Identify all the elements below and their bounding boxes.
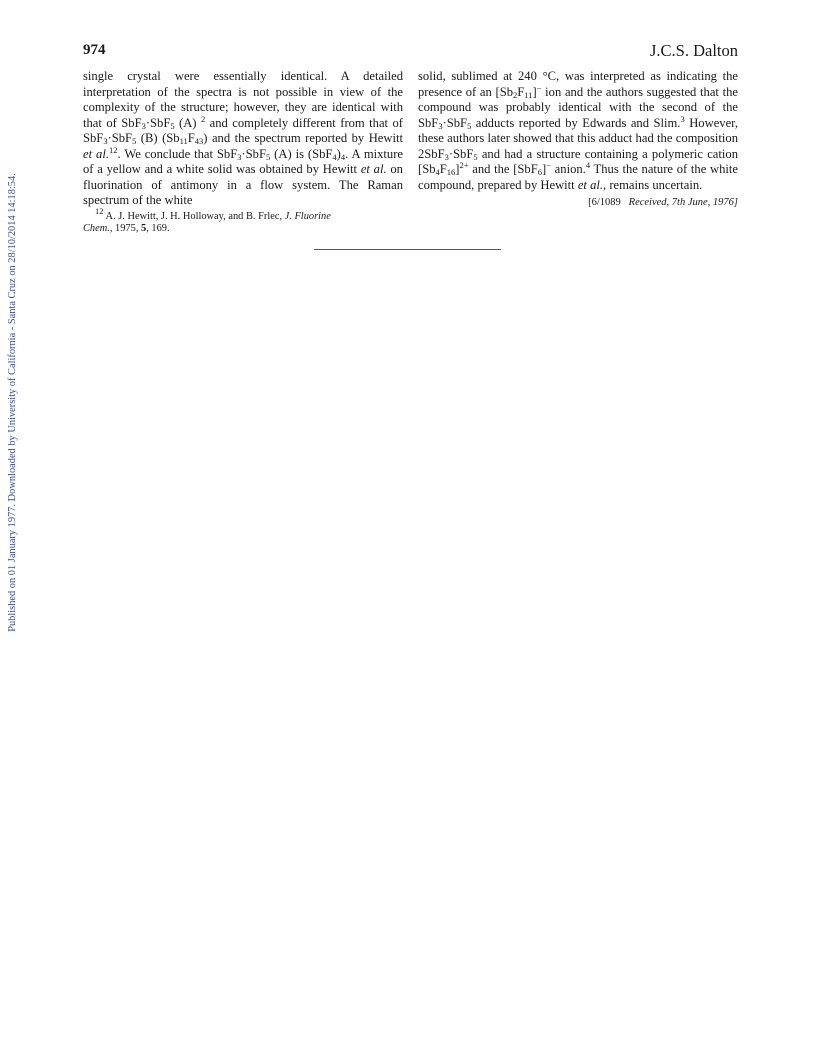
subscript: 4 <box>340 151 346 162</box>
text-run: ·SbF <box>107 131 133 145</box>
footnote-journal: J. Fluorine <box>284 210 331 222</box>
footnote-number: 12 <box>95 205 104 216</box>
subscript: 16 <box>446 167 456 177</box>
subscript: 6 <box>537 167 542 177</box>
footnote-year: , 1975, <box>109 223 142 234</box>
text-run: and the [SbF <box>468 162 538 176</box>
text-run: ] <box>541 162 547 176</box>
subscript: 11 <box>524 89 533 100</box>
subscript: 4 <box>435 167 440 177</box>
page-header <box>83 42 738 62</box>
citation-superscript: 3 <box>680 113 685 124</box>
text-run: ·SbF <box>448 146 474 161</box>
charge-superscript: − <box>546 160 551 170</box>
text-run: Thus the nature of the white compound, prepared by Hewitt <box>418 162 738 192</box>
subscript: 3 <box>237 151 242 162</box>
charge-superscript: 2+ <box>459 160 469 170</box>
text-run: . We conclude that SbF <box>117 146 238 161</box>
subscript: 3 <box>103 136 108 146</box>
text-run: , remains uncertain. <box>603 177 703 192</box>
subscript: 11 <box>179 136 188 146</box>
received-line <box>418 195 738 211</box>
text-run: F <box>187 131 195 145</box>
manuscript-ref: [6/1089 <box>588 197 621 208</box>
text-run: and had a structure containing a polymeric cation [Sb <box>418 146 738 176</box>
text-run: ) <box>336 146 341 161</box>
et-al-italic: et al. <box>360 162 387 176</box>
subscript: 5 <box>170 120 175 131</box>
right-paragraph <box>418 69 738 193</box>
text-run: solid, sublimed at 240 °C, was interpreted as indicating the presence of an [Sb <box>418 69 738 99</box>
text-run: single crystal were essentially identical. A detailed interpretation of the spectra is not possible in view of the complexity of the structure; however, they are identical with that of SbF <box>83 69 403 130</box>
text-run: on fluorination of antimony in a flow system. The Raman spectrum of the white <box>83 162 403 207</box>
text-run: ·SbF <box>442 115 468 130</box>
subscript: 5 <box>265 151 271 162</box>
end-rule <box>314 249 501 250</box>
citation-superscript: 2 <box>200 113 206 124</box>
footnote-authors: A. J. Hewitt, J. H. Holloway, and B. Frlec, <box>103 210 285 222</box>
subscript: 2 <box>513 89 518 100</box>
text-run: ·SbF <box>145 115 171 130</box>
text-run: anion. <box>550 162 586 176</box>
text-run: (A) is (SbF <box>270 146 333 161</box>
text-run: (B) (Sb <box>136 131 180 145</box>
journal-title: J.C.S. Dalton <box>649 41 738 60</box>
subscript: 3 <box>444 151 449 162</box>
download-watermark <box>4 160 20 645</box>
citation-superscript: 12 <box>108 144 118 155</box>
subscript: 5 <box>467 120 472 131</box>
subscript: 5 <box>132 136 137 146</box>
text-run: ] <box>532 84 537 99</box>
page-number: 974 <box>83 42 106 58</box>
subscript: 3 <box>141 120 146 131</box>
download-watermark-text: Published on 01 January 1977. Downloaded by University of California - Santa Cruz on 28/10/2014 14:18:54. <box>6 173 18 632</box>
left-paragraph <box>83 69 403 209</box>
text-run: and completely different from that of SbF <box>83 115 403 145</box>
footnote-journal: Chem. <box>83 223 110 234</box>
text-run: ] <box>455 162 460 176</box>
text-run: (A) <box>174 115 201 130</box>
subscript: 4 <box>332 151 337 162</box>
left-column <box>83 69 403 236</box>
et-al-italic: et al. <box>83 146 109 161</box>
et-al-italic: et al. <box>577 177 604 192</box>
subscript: 43 <box>194 136 204 146</box>
received-date: Received, 7th June, 1976] <box>628 197 738 208</box>
text-run: However, these authors later showed that this adduct had the composition 2SbF <box>418 115 739 161</box>
citation-superscript: 4 <box>585 160 591 170</box>
text-run: ion and the authors suggested that the compound was probably identical with the second of the SbF <box>418 84 738 130</box>
right-column <box>418 69 738 211</box>
footnote-12 <box>83 205 403 236</box>
text-run: ) and the spectrum reported by Hewitt <box>203 131 403 145</box>
text-run: F <box>439 162 447 176</box>
charge-superscript: − <box>536 82 542 93</box>
text-run: F <box>517 84 525 99</box>
subscript: 3 <box>438 120 443 131</box>
text-run: adducts reported by Edwards and Slim. <box>471 115 681 130</box>
footnote-pages: , 169. <box>146 223 170 234</box>
footnote-volume: 5 <box>141 223 147 234</box>
subscript: 5 <box>473 151 478 162</box>
text-run: . A mixture of a yellow and a white solid was obtained by Hewitt <box>83 146 403 176</box>
text-run: ·SbF <box>241 146 266 161</box>
